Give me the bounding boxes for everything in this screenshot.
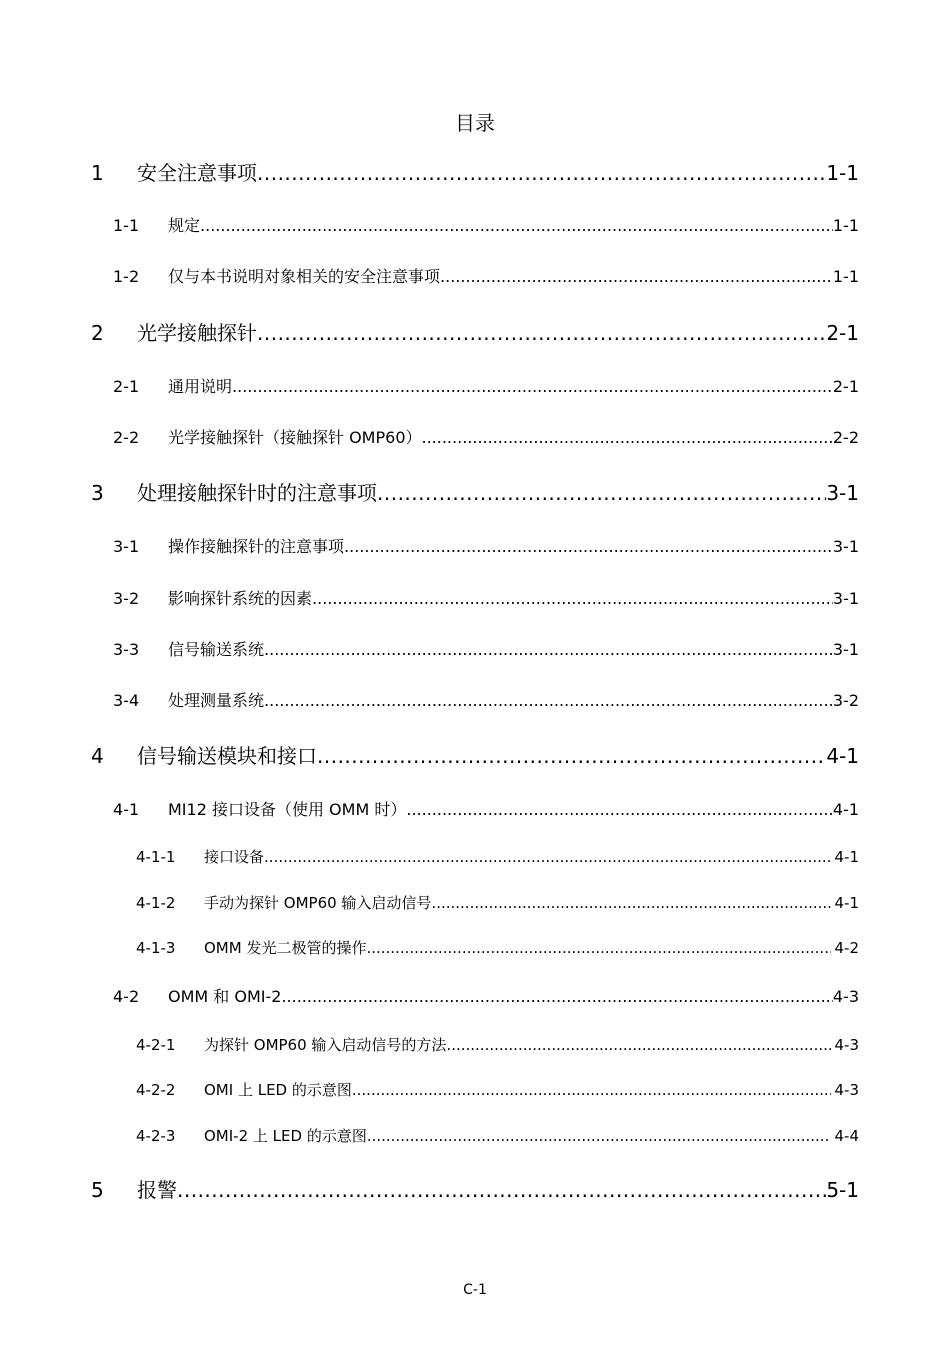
dot-leader (406, 798, 833, 822)
page-title: 目录 (455, 111, 495, 135)
toc-entry-3-2[interactable] (0, 587, 950, 611)
toc-number: 4-2-1 (136, 1036, 176, 1054)
dot-leader (200, 214, 833, 238)
toc-number: 5 (91, 1178, 104, 1202)
toc-number: 3-2 (113, 589, 140, 608)
toc-page: 4-1 (826, 744, 859, 768)
toc-entry-4-2-2[interactable] (0, 1079, 950, 1101)
toc-title: 光学接触探针 (137, 321, 257, 345)
toc-page: 4-4 (834, 1127, 859, 1145)
toc-page: 4-3 (834, 1036, 859, 1054)
toc-title: OMI 上 LED 的示意图 (204, 1081, 352, 1099)
dot-leader (312, 587, 833, 611)
dot-leader (281, 985, 832, 1009)
dot-leader (366, 937, 830, 959)
toc-page: 2-1 (832, 377, 859, 396)
dot-leader (257, 318, 826, 348)
toc-page: 4-2 (834, 939, 859, 957)
dot-leader (177, 1175, 826, 1205)
toc-number: 1-2 (113, 267, 140, 286)
toc-title: OMM 发光二极管的操作 (204, 939, 367, 957)
toc-entry-1-1[interactable] (0, 214, 950, 238)
toc-title: OMI-2 上 LED 的示意图 (204, 1127, 367, 1145)
toc-title: 影响探针系统的因素 (168, 589, 313, 608)
toc-page: 4-3 (834, 1081, 859, 1099)
toc-entry-4[interactable] (0, 741, 950, 771)
toc-number: 4-1-2 (136, 894, 176, 912)
toc-page: 3-1 (832, 589, 859, 608)
toc-title: 处理测量系统 (168, 691, 265, 710)
toc-page: 3-1 (832, 537, 859, 556)
page-number: C-1 (463, 1282, 487, 1298)
dot-leader (232, 375, 833, 399)
toc-title: 接口设备 (204, 848, 265, 866)
toc-page: 4-1 (834, 848, 859, 866)
toc-title: MI12 接口设备（使用 OMM 时） (168, 800, 407, 819)
toc-title: 规定 (168, 216, 201, 235)
toc-title: 光学接触探针（接触探针 OMP60） (168, 428, 422, 447)
toc-page: 3-1 (826, 481, 859, 505)
dot-leader (377, 478, 826, 508)
toc-entry-2-2[interactable] (0, 426, 950, 450)
toc-page: 5-1 (826, 1178, 859, 1202)
toc-entry-2-1[interactable] (0, 375, 950, 399)
dot-leader (264, 638, 833, 662)
toc-number: 2 (91, 321, 104, 345)
toc-page: 1-1 (832, 216, 859, 235)
dot-leader (352, 1079, 831, 1101)
toc-number: 3 (91, 481, 104, 505)
dot-leader (422, 426, 833, 450)
toc-number: 4 (91, 744, 104, 768)
toc-entry-5[interactable] (0, 1175, 950, 1205)
toc-title: 操作接触探针的注意事项 (168, 537, 345, 556)
dot-leader (440, 265, 833, 289)
toc-number: 3-4 (113, 691, 140, 710)
toc-page: 4-3 (832, 987, 859, 1006)
toc-entry-1[interactable] (0, 158, 950, 188)
toc-page: 1-1 (826, 161, 859, 185)
toc-title: 处理接触探针时的注意事项 (137, 481, 377, 505)
toc-number: 1-1 (113, 216, 140, 235)
dot-leader (317, 741, 826, 771)
toc-page: 4-1 (834, 894, 859, 912)
toc-entry-4-2[interactable] (0, 985, 950, 1009)
dot-leader (446, 1034, 830, 1056)
dot-leader (367, 1125, 831, 1147)
toc-title: 为探针 OMP60 输入启动信号的方法 (204, 1036, 447, 1054)
toc-entry-4-1-3[interactable] (0, 937, 950, 959)
toc-number: 4-1-3 (136, 939, 176, 957)
toc-title: 通用说明 (168, 377, 233, 396)
toc-number: 3-1 (113, 537, 140, 556)
toc-entry-4-1-2[interactable] (0, 892, 950, 914)
toc-page: 3-2 (832, 691, 859, 710)
dot-leader (431, 892, 830, 914)
toc-title: 报警 (137, 1178, 177, 1202)
toc-title: 信号输送系统 (168, 640, 265, 659)
toc-title: 安全注意事项 (137, 161, 257, 185)
toc-title: OMM 和 OMI-2 (168, 987, 282, 1006)
toc-number: 4-1 (113, 800, 140, 819)
toc-page: 4-1 (832, 800, 859, 819)
toc-entry-1-2[interactable] (0, 265, 950, 289)
toc-entry-4-1[interactable] (0, 798, 950, 822)
toc-number: 4-2 (113, 987, 140, 1006)
dot-leader (264, 846, 830, 868)
toc-entry-4-2-1[interactable] (0, 1034, 950, 1056)
toc-number: 4-2-3 (136, 1127, 176, 1145)
toc-entry-3-3[interactable] (0, 638, 950, 662)
toc-page: 2-2 (832, 428, 859, 447)
dot-leader (264, 689, 833, 713)
toc-title: 手动为探针 OMP60 输入启动信号 (204, 894, 432, 912)
toc-page: 2-1 (826, 321, 859, 345)
toc-title: 仅与本书说明对象相关的安全注意事项 (168, 267, 441, 286)
toc-number: 2-2 (113, 428, 140, 447)
toc-number: 2-1 (113, 377, 140, 396)
toc-number: 1 (91, 161, 104, 185)
toc-number: 4-1-1 (136, 848, 176, 866)
toc-entry-3[interactable] (0, 478, 950, 508)
toc-number: 4-2-2 (136, 1081, 176, 1099)
toc-entry-3-4[interactable] (0, 689, 950, 713)
toc-title: 信号输送模块和接口 (137, 744, 317, 768)
toc-number: 3-3 (113, 640, 140, 659)
toc-page: 1-1 (832, 267, 859, 286)
toc-entry-4-2-3[interactable] (0, 1125, 950, 1147)
toc-entry-4-1-1[interactable] (0, 846, 950, 868)
dot-leader (257, 158, 826, 188)
toc-page: 3-1 (832, 640, 859, 659)
toc-entry-2[interactable] (0, 318, 950, 348)
toc-entry-3-1[interactable] (0, 535, 950, 559)
dot-leader (344, 535, 833, 559)
